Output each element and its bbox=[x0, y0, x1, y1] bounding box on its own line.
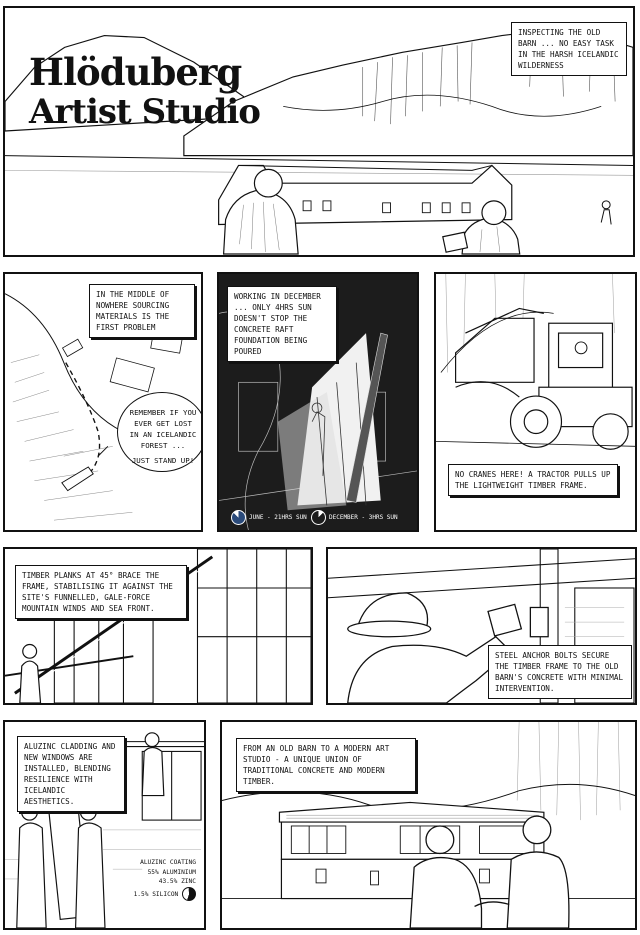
panel-night-pour bbox=[217, 272, 419, 532]
composition-title: ALUZINC COATING bbox=[140, 859, 196, 866]
panel-barn-inspection bbox=[3, 6, 635, 257]
legend-june-label: JUNE - 21HRS SUN bbox=[249, 514, 307, 521]
caption-p5: TIMBER PLANKS AT 45° BRACE THE FRAME, STABILISING IT AGAINST THE SITE'S FUNNELLED, GALE-FORCE MOUNTAIN WINDS AND SEA FRONT. bbox=[15, 565, 187, 619]
title-line-1: Hlöduberg bbox=[29, 50, 242, 94]
caption-p6: STEEL ANCHOR BOLTS SECURE THE TIMBER FRAME TO THE OLD BARN'S CONCRETE WITH MINIMAL INTERVENTION. bbox=[488, 645, 632, 699]
legend-december bbox=[311, 510, 398, 525]
title-line-2: Artist Studio bbox=[29, 92, 260, 132]
caption-p1: INSPECTING THE OLD BARN ... NO EASY TASK IN THE HARSH ICELANDIC WILDERNESS bbox=[511, 22, 627, 76]
composition-zinc: 43.5% ZINC bbox=[158, 878, 196, 886]
sun-dial-june-icon bbox=[231, 510, 246, 525]
page-title bbox=[29, 52, 260, 132]
caption-p2: IN THE MIDDLE OF NOWHERE SOURCING MATERIALS IS THE FIRST PROBLEM bbox=[89, 284, 195, 338]
panel-timber-bracing bbox=[3, 547, 313, 705]
panel-anchor-bolts bbox=[326, 547, 637, 705]
speech-bubble-forest bbox=[117, 392, 203, 472]
panel-aerial-map bbox=[3, 272, 203, 532]
composition-aluminium: 55% ALUMINIUM bbox=[147, 868, 196, 876]
caption-p4: NO CRANES HERE! A TRACTOR PULLS UP THE LIGHTWEIGHT TIMBER FRAME. bbox=[448, 464, 618, 496]
caption-p8: FROM AN OLD BARN TO A MODERN ART STUDIO - A UNIQUE UNION OF TRADITIONAL CONCRETE AND MODERN TIMBER. bbox=[236, 738, 416, 792]
speech-bubble-punchline: JUST STAND UP! bbox=[131, 456, 195, 466]
caption-p3: WORKING IN DECEMBER ... ONLY 4HRS SUN DOESN'T STOP THE CONCRETE RAFT FOUNDATION BEING POURED bbox=[227, 286, 337, 362]
panel-finished-studio bbox=[220, 720, 637, 930]
panel-tractor bbox=[434, 272, 637, 532]
composition-pie-icon bbox=[182, 887, 196, 901]
composition-silicon-label: 1.5% SILICON bbox=[133, 890, 179, 898]
sun-dial-december-icon bbox=[311, 510, 326, 525]
aluzinc-composition bbox=[134, 858, 196, 901]
speech-bubble-forest-text: REMEMBER IF YOU EVER GET LOST IN AN ICELANDIC FOREST ... bbox=[129, 408, 197, 451]
composition-silicon bbox=[134, 887, 196, 901]
legend-june bbox=[231, 510, 307, 525]
panel-aluzinc-cladding bbox=[3, 720, 206, 930]
caption-p7: ALUZINC CLADDING AND NEW WINDOWS ARE INSTALLED, BLENDING RESILIENCE WITH ICELANDIC AESTHETICS. bbox=[17, 736, 125, 812]
legend-december-label: DECEMBER - 3HRS SUN bbox=[329, 514, 398, 521]
